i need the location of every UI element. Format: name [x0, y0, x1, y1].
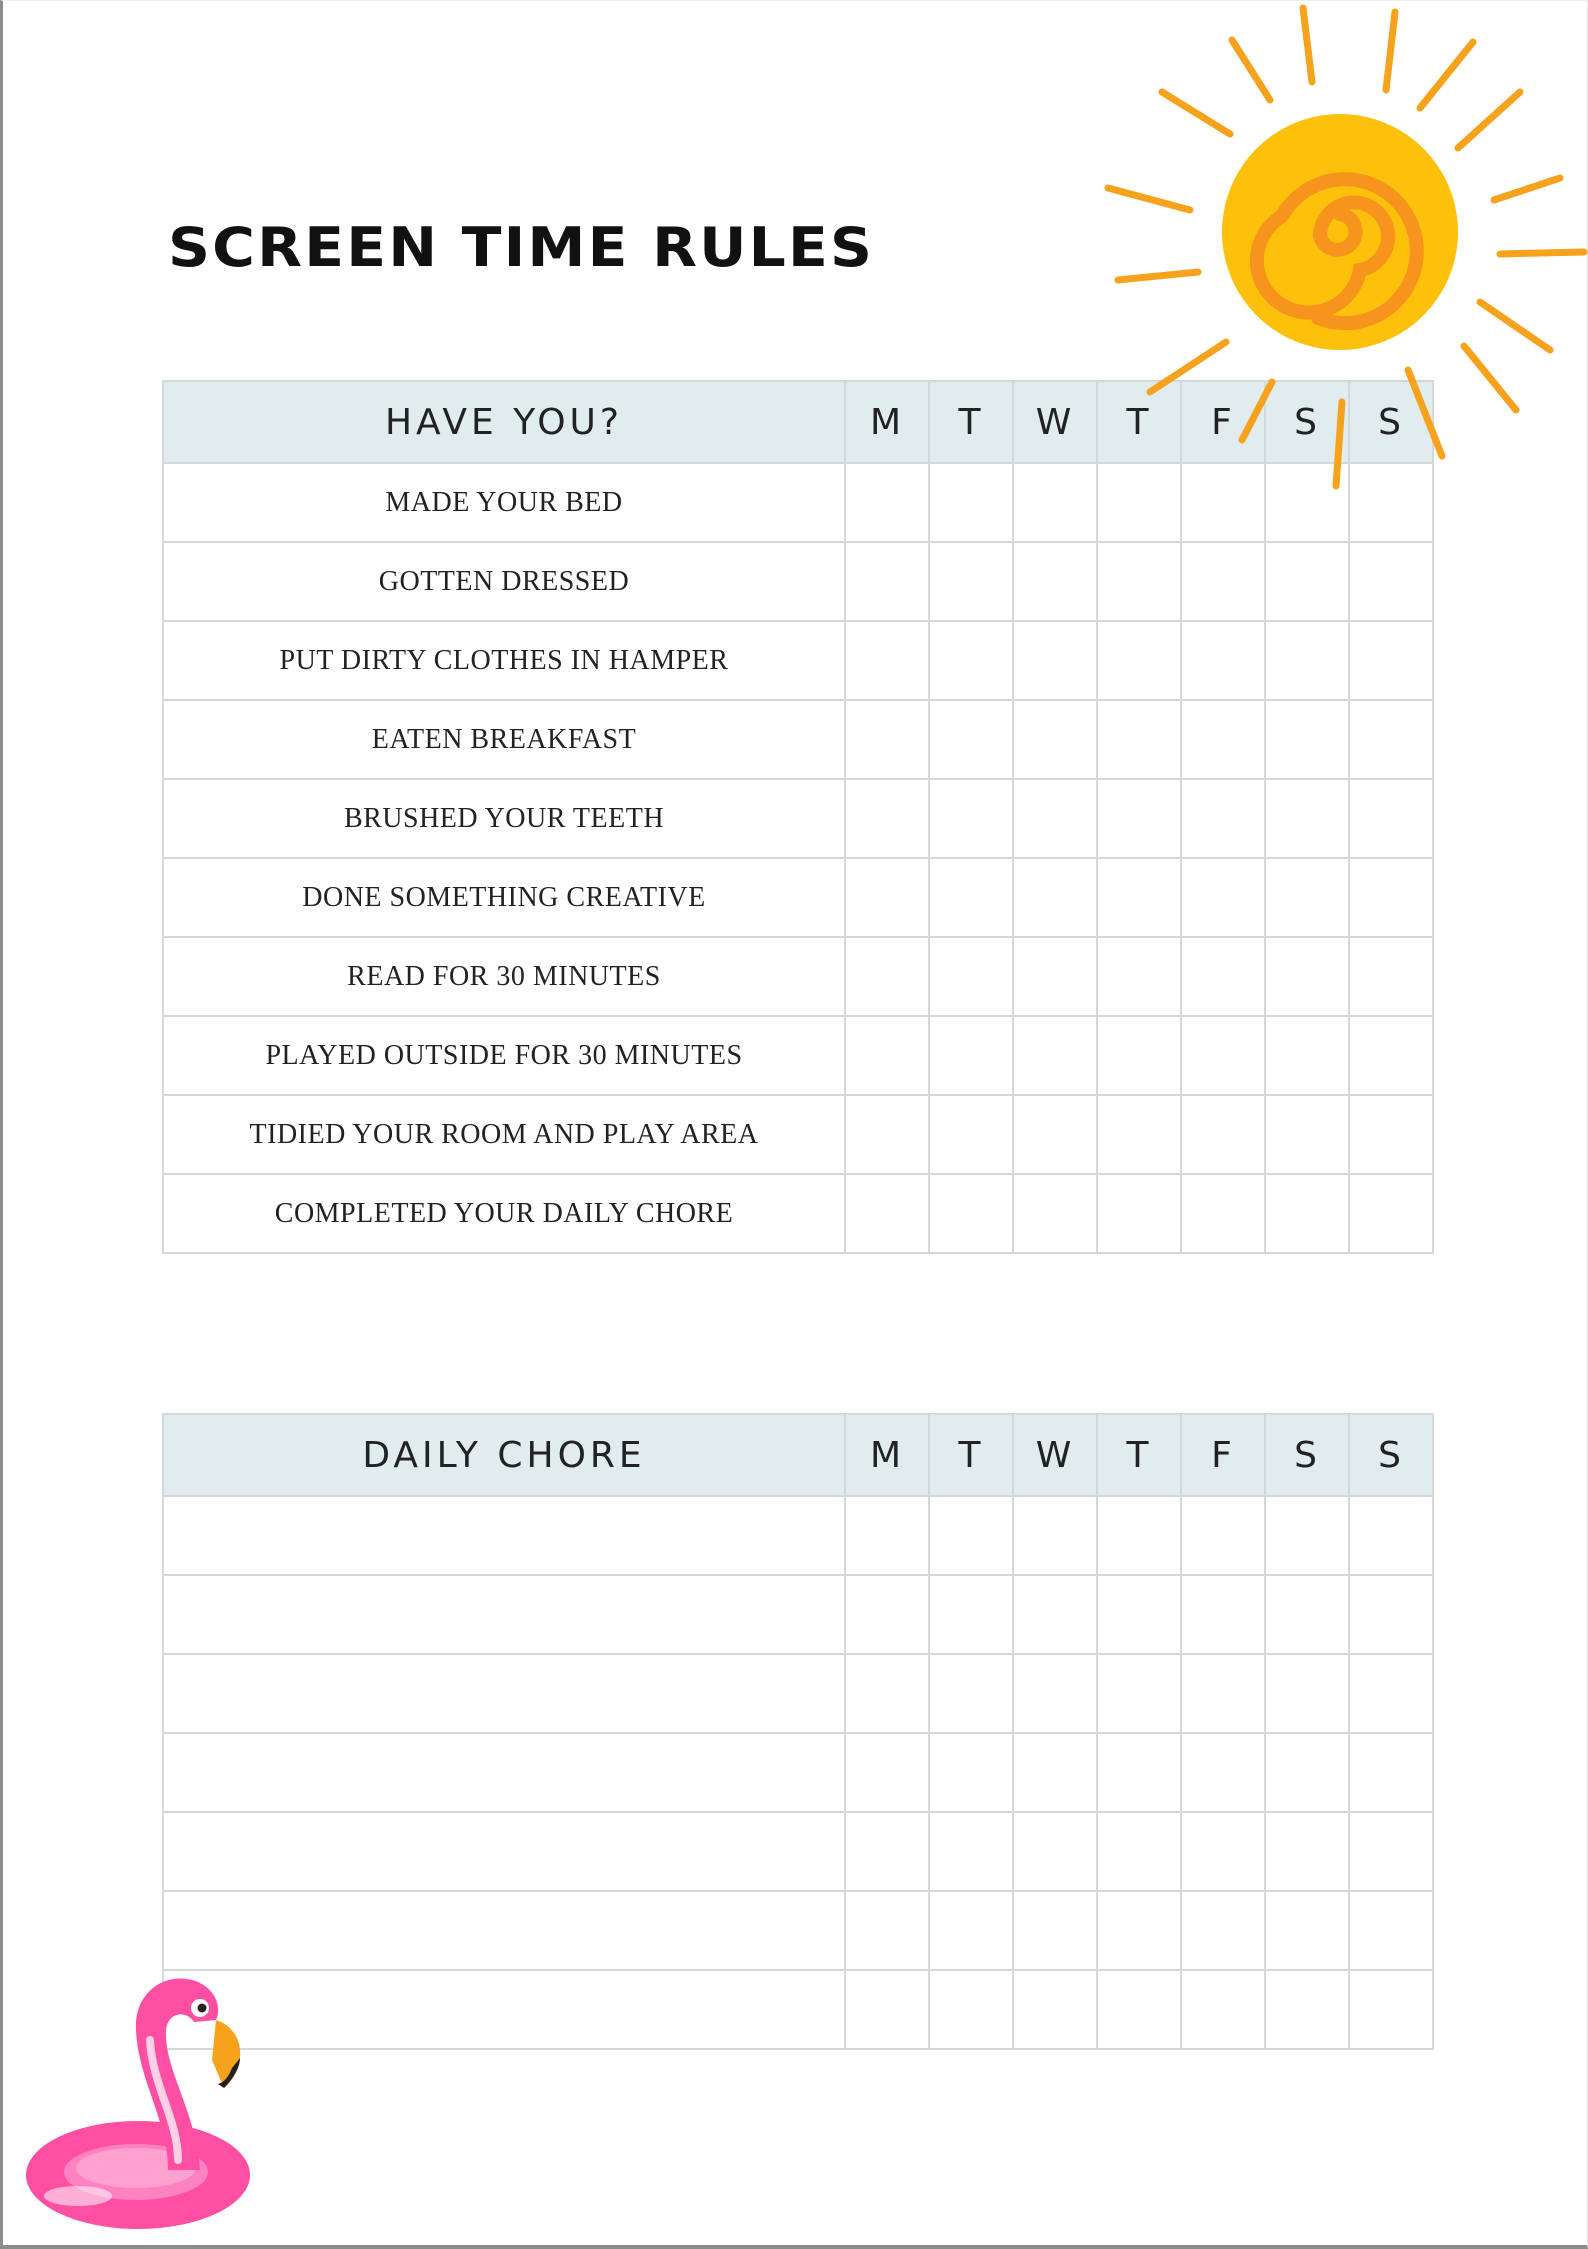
rule-label: PLAYED OUTSIDE FOR 30 MINUTES — [163, 1016, 845, 1095]
check-cell[interactable] — [1013, 1733, 1097, 1812]
check-cell[interactable] — [1013, 542, 1097, 621]
table-row — [163, 1496, 1433, 1575]
check-cell[interactable] — [1181, 1812, 1265, 1891]
check-cell[interactable] — [1265, 463, 1349, 542]
check-cell[interactable] — [1265, 858, 1349, 937]
page-title: SCREEN TIME RULES — [168, 216, 875, 279]
day-header-saturday: S — [1265, 381, 1349, 463]
check-cell[interactable] — [1097, 937, 1181, 1016]
check-cell[interactable] — [1181, 700, 1265, 779]
check-cell[interactable] — [845, 937, 929, 1016]
check-cell[interactable] — [1265, 1891, 1349, 1970]
table-row — [163, 1016, 1433, 1095]
check-cell[interactable] — [1097, 1095, 1181, 1174]
check-cell[interactable] — [1349, 1812, 1433, 1891]
check-cell[interactable] — [1181, 1970, 1265, 2049]
check-cell[interactable] — [929, 463, 1013, 542]
table-row — [163, 1812, 1433, 1891]
check-cell[interactable] — [929, 937, 1013, 1016]
check-cell[interactable] — [1265, 1174, 1349, 1253]
rule-label: MADE YOUR BED — [163, 463, 845, 542]
check-cell[interactable] — [845, 1016, 929, 1095]
check-cell[interactable] — [1181, 1654, 1265, 1733]
check-cell[interactable] — [1013, 858, 1097, 937]
check-cell[interactable] — [1013, 463, 1097, 542]
table-row — [163, 779, 1433, 858]
check-cell[interactable] — [1013, 1575, 1097, 1654]
check-cell[interactable] — [845, 1095, 929, 1174]
check-cell[interactable] — [1265, 1970, 1349, 2049]
check-cell[interactable] — [845, 621, 929, 700]
rule-label: PUT DIRTY CLOTHES IN HAMPER — [163, 621, 845, 700]
day-header-tuesday: T — [929, 381, 1013, 463]
check-cell[interactable] — [929, 1733, 1013, 1812]
check-cell[interactable] — [929, 1891, 1013, 1970]
check-cell[interactable] — [1181, 1016, 1265, 1095]
day-header-friday: F — [1181, 381, 1265, 463]
chore-entry-cell[interactable] — [163, 1733, 845, 1812]
flamingo-float-icon — [18, 1960, 278, 2240]
check-cell[interactable] — [1097, 779, 1181, 858]
table-row — [163, 621, 1433, 700]
check-cell[interactable] — [1181, 858, 1265, 937]
check-cell[interactable] — [1097, 1654, 1181, 1733]
check-cell[interactable] — [1265, 1812, 1349, 1891]
check-cell[interactable] — [1097, 1016, 1181, 1095]
check-cell[interactable] — [1265, 937, 1349, 1016]
day-header-thursday: T — [1097, 1414, 1181, 1496]
check-cell[interactable] — [1097, 700, 1181, 779]
check-cell[interactable] — [1013, 1095, 1097, 1174]
day-header-wednesday: W — [1013, 1414, 1097, 1496]
table-row — [163, 937, 1433, 1016]
check-cell[interactable] — [1349, 937, 1433, 1016]
check-cell[interactable] — [1097, 1496, 1181, 1575]
check-cell[interactable] — [1265, 542, 1349, 621]
rule-label: DONE SOMETHING CREATIVE — [163, 858, 845, 937]
check-cell[interactable] — [1013, 1496, 1097, 1575]
check-cell[interactable] — [1349, 1016, 1433, 1095]
check-cell[interactable] — [845, 1174, 929, 1253]
table-row — [163, 463, 1433, 542]
check-cell[interactable] — [1013, 1654, 1097, 1733]
check-cell[interactable] — [1265, 779, 1349, 858]
check-cell[interactable] — [1013, 1970, 1097, 2049]
rule-label: EATEN BREAKFAST — [163, 700, 845, 779]
check-cell[interactable] — [1265, 700, 1349, 779]
day-header-friday: F — [1181, 1414, 1265, 1496]
check-cell[interactable] — [929, 858, 1013, 937]
chore-entry-cell[interactable] — [163, 1891, 845, 1970]
check-cell[interactable] — [1097, 542, 1181, 621]
day-header-wednesday: W — [1013, 381, 1097, 463]
check-cell[interactable] — [845, 1575, 929, 1654]
check-cell[interactable] — [845, 858, 929, 937]
check-cell[interactable] — [1349, 858, 1433, 937]
table-row — [163, 542, 1433, 621]
check-cell[interactable] — [1181, 937, 1265, 1016]
check-cell[interactable] — [1097, 1812, 1181, 1891]
check-cell[interactable] — [929, 1812, 1013, 1891]
check-cell[interactable] — [929, 1575, 1013, 1654]
check-cell[interactable] — [1265, 1016, 1349, 1095]
check-cell[interactable] — [1097, 1174, 1181, 1253]
check-cell[interactable] — [929, 1496, 1013, 1575]
check-cell[interactable] — [1013, 1891, 1097, 1970]
check-cell[interactable] — [1013, 937, 1097, 1016]
table-row — [163, 1733, 1433, 1812]
check-cell[interactable] — [1349, 1733, 1433, 1812]
check-cell[interactable] — [845, 1654, 929, 1733]
rule-label: TIDIED YOUR ROOM AND PLAY AREA — [163, 1095, 845, 1174]
check-cell[interactable] — [845, 700, 929, 779]
check-cell[interactable] — [1265, 1496, 1349, 1575]
check-cell[interactable] — [1097, 858, 1181, 937]
check-cell[interactable] — [929, 1016, 1013, 1095]
check-cell[interactable] — [845, 1496, 929, 1575]
check-cell[interactable] — [1097, 463, 1181, 542]
check-cell[interactable] — [1349, 621, 1433, 700]
check-cell[interactable] — [1013, 1016, 1097, 1095]
check-cell[interactable] — [929, 779, 1013, 858]
check-cell[interactable] — [845, 1891, 929, 1970]
check-cell[interactable] — [1181, 463, 1265, 542]
daily-chore-table — [162, 1413, 1434, 2050]
check-cell[interactable] — [1097, 1970, 1181, 2049]
check-cell[interactable] — [929, 1174, 1013, 1253]
check-cell[interactable] — [1013, 621, 1097, 700]
check-cell[interactable] — [1097, 1575, 1181, 1654]
check-cell[interactable] — [1349, 542, 1433, 621]
check-cell[interactable] — [1265, 1575, 1349, 1654]
check-cell[interactable] — [1181, 1174, 1265, 1253]
table-row — [163, 858, 1433, 937]
rule-label: COMPLETED YOUR DAILY CHORE — [163, 1174, 845, 1253]
table-header-row — [163, 1414, 1433, 1496]
check-cell[interactable] — [1013, 1174, 1097, 1253]
check-cell[interactable] — [929, 1970, 1013, 2049]
day-header-saturday: S — [1265, 1414, 1349, 1496]
check-cell[interactable] — [1349, 700, 1433, 779]
rule-label: GOTTEN DRESSED — [163, 542, 845, 621]
chore-entry-cell[interactable] — [163, 1496, 845, 1575]
check-cell[interactable] — [1349, 463, 1433, 542]
check-cell[interactable] — [1349, 1654, 1433, 1733]
check-cell[interactable] — [1181, 1891, 1265, 1970]
day-header-thursday: T — [1097, 381, 1181, 463]
check-cell[interactable] — [1349, 1095, 1433, 1174]
day-header-tuesday: T — [929, 1414, 1013, 1496]
check-cell[interactable] — [1181, 1733, 1265, 1812]
check-cell[interactable] — [1349, 1970, 1433, 2049]
check-cell[interactable] — [1349, 779, 1433, 858]
check-cell[interactable] — [1349, 1174, 1433, 1253]
check-cell[interactable] — [1265, 1654, 1349, 1733]
check-cell[interactable] — [1265, 1733, 1349, 1812]
check-cell[interactable] — [1181, 542, 1265, 621]
check-cell[interactable] — [1181, 1095, 1265, 1174]
check-cell[interactable] — [845, 1733, 929, 1812]
screen-time-rules-table — [162, 380, 1434, 1254]
check-cell[interactable] — [845, 779, 929, 858]
check-cell[interactable] — [929, 1095, 1013, 1174]
check-cell[interactable] — [1097, 1733, 1181, 1812]
check-cell[interactable] — [1349, 1575, 1433, 1654]
table-row — [163, 1970, 1433, 2049]
table-row — [163, 1095, 1433, 1174]
rule-label: BRUSHED YOUR TEETH — [163, 779, 845, 858]
have-you-header: HAVE YOU? — [163, 381, 845, 463]
check-cell[interactable] — [845, 463, 929, 542]
table-row — [163, 1654, 1433, 1733]
check-cell[interactable] — [929, 621, 1013, 700]
table-row — [163, 1575, 1433, 1654]
check-cell[interactable] — [929, 1654, 1013, 1733]
check-cell[interactable] — [1181, 1496, 1265, 1575]
rule-label: READ FOR 30 MINUTES — [163, 937, 845, 1016]
check-cell[interactable] — [929, 700, 1013, 779]
check-cell[interactable] — [1097, 1891, 1181, 1970]
day-header-sunday: S — [1349, 1414, 1433, 1496]
check-cell[interactable] — [845, 1970, 929, 2049]
daily-chore-header: DAILY CHORE — [163, 1414, 845, 1496]
table-row — [163, 1891, 1433, 1970]
check-cell[interactable] — [1181, 1575, 1265, 1654]
chore-entry-cell[interactable] — [163, 1654, 845, 1733]
check-cell[interactable] — [929, 542, 1013, 621]
table-header-row — [163, 381, 1433, 463]
check-cell[interactable] — [845, 1812, 929, 1891]
check-cell[interactable] — [1013, 1812, 1097, 1891]
chore-entry-cell[interactable] — [163, 1812, 845, 1891]
check-cell[interactable] — [1097, 621, 1181, 700]
check-cell[interactable] — [1181, 621, 1265, 700]
check-cell[interactable] — [1181, 779, 1265, 858]
check-cell[interactable] — [1013, 700, 1097, 779]
check-cell[interactable] — [1265, 1095, 1349, 1174]
check-cell[interactable] — [1349, 1891, 1433, 1970]
day-header-monday: M — [845, 1414, 929, 1496]
check-cell[interactable] — [1265, 621, 1349, 700]
check-cell[interactable] — [1349, 1496, 1433, 1575]
check-cell[interactable] — [1013, 779, 1097, 858]
day-header-sunday: S — [1349, 381, 1433, 463]
check-cell[interactable] — [845, 542, 929, 621]
table-row — [163, 700, 1433, 779]
chore-entry-cell[interactable] — [163, 1575, 845, 1654]
table-row — [163, 1174, 1433, 1253]
day-header-monday: M — [845, 381, 929, 463]
